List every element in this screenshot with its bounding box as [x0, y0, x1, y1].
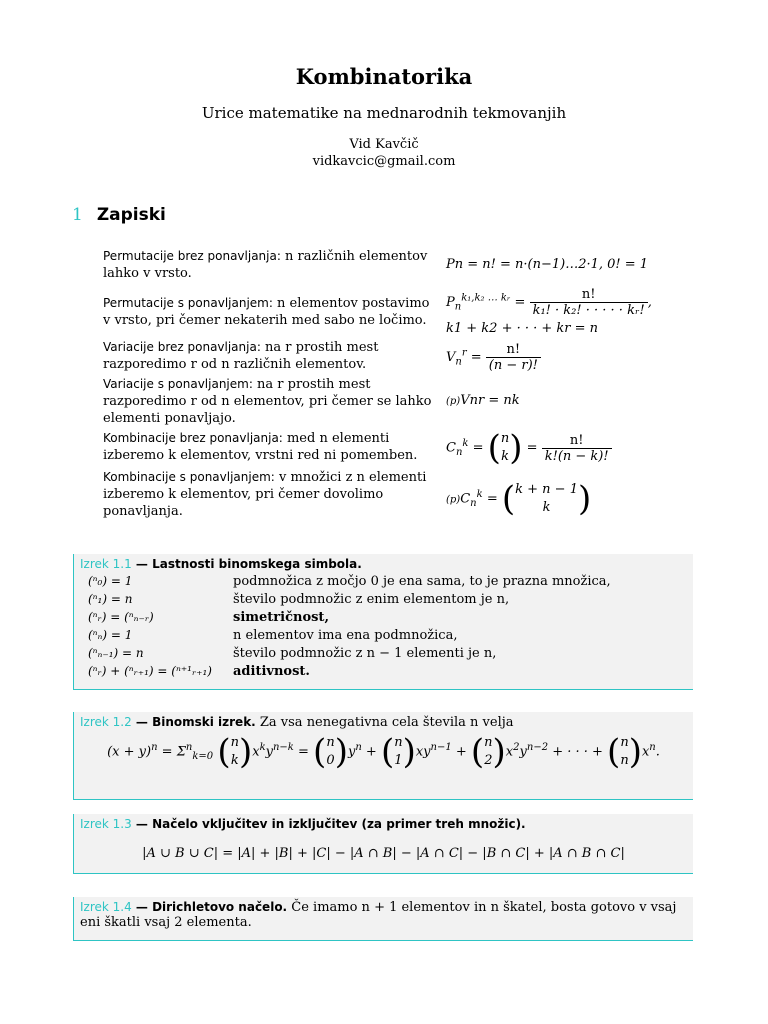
binomial-formula: $(x + y)^n = \Sigma^n_{k=0}$ ( n k )$x^ky^{n-k}$ = ( n 0 )$y^n$ + ( n 1 )$xy^{n-1}$ + ( n 2 )$x^2y^{n-2}$ + · · · + ( n n )$x^n$.: [107, 732, 660, 772]
section-heading: [72, 205, 166, 225]
property-description: n elementov ima ena podmnožica,: [233, 627, 458, 643]
variation-fraction: $\frac{n!}{(n - r)!}$: [486, 342, 541, 373]
property-row: (ⁿₙ₋₁) = n število podmnožic z n − 1 elementi je n,: [88, 645, 497, 661]
section-number: 1: [72, 205, 83, 225]
definition-head: Variacije s ponavljanjem:: [103, 377, 253, 391]
property-description: število podmnožic z enim elementom je n,: [233, 591, 510, 607]
paper-title: Kombinatorika: [295, 64, 473, 89]
definition-head: Permutacije s ponavljanjem:: [103, 296, 273, 310]
property-row: (ⁿᵣ) + (ⁿᵣ₊₁) = (ⁿ⁺¹ᵣ₊₁) aditivnost.: [88, 663, 310, 679]
definition-item: [103, 248, 433, 282]
property-row: (ⁿ₀) = 1 podmnožica z močjo 0 je ena sama, to je prazna množica,: [88, 573, 611, 589]
definition-item: [103, 339, 433, 373]
sum-condition-text: k1 + k2 + · · · + kr = n: [446, 321, 599, 336]
definition-body: na r prostih mest razporedimo r od n elementov, pri čemer se lahko elementi ponavljajo.: [103, 377, 432, 426]
property-row: (ⁿₙ) = 1 n elementov ima ena podmnožica,: [88, 627, 458, 643]
multinomial-fraction: $\frac{n!}{\text{k₁! · k₂! · · · · · kᵣ!}}$: [530, 287, 648, 318]
paper-subtitle: Urice matematike na mednarodnih tekmovanjih: [201, 104, 567, 122]
permutation-sum-condition: [446, 321, 598, 336]
theorem-label: Izrek 1.4: [80, 900, 132, 914]
definition-item: [103, 376, 433, 427]
combination-formula: $C_n^k$ = ( n k ) = $\frac{n!}{k!(n - k)!}$: [446, 430, 612, 466]
author-email: vidkavcic@gmail.com: [312, 154, 456, 169]
property-row: (ⁿ₁) = n število podmnožic z enim elementom je n,: [88, 591, 510, 607]
definition-item: [103, 430, 433, 464]
theorem-title: — Dirichletovo načelo.: [135, 900, 288, 914]
combination-fraction: $\frac{n!}{k!(n - k)!}$: [542, 433, 612, 464]
theorem-label: Izrek 1.1: [80, 557, 132, 571]
definition-body: na r prostih mest razporedimo r od n različnih elementov.: [103, 340, 379, 372]
theorem-title: — Binomski izrek.: [135, 715, 256, 729]
theorem-text: Za vsa nenegativna cela števila n velja: [259, 715, 514, 730]
definition-head: Permutacije brez ponavljanja:: [103, 249, 281, 263]
theorem-label: Izrek 1.2: [80, 715, 132, 729]
combination-repetition-formula: $(p)C_n^k$ = ( k + n − 1 k ): [446, 479, 592, 519]
property-row: (ⁿᵣ) = (ⁿₙ₋ᵣ) simetričnost,: [88, 609, 329, 625]
property-description: podmnožica z močjo 0 je ena sama, to je prazna množica,: [233, 573, 611, 589]
property-description: aditivnost.: [233, 663, 310, 679]
theorem-text: Če imamo n + 1 elementov in n škatel, bosta gotovo v vsaj eni škatli vsaj 2 elementa.: [80, 900, 677, 930]
theorem-title: — Načelo vključitev in izključitev (za primer treh množic).: [135, 817, 526, 831]
definition-item: [103, 469, 433, 520]
definition-head: Kombinacije s ponavljanjem:: [103, 470, 275, 484]
theorem-box-binomial-theorem: [73, 712, 693, 800]
definition-body: v množici z n elementi izberemo k elementov, pri čemer dovolimo ponavljanja.: [103, 470, 427, 519]
inclusion-exclusion-formula: |A ∪ B ∪ C| = |A| + |B| + |C| − |A ∩ B| − |A ∩ C| − |B ∩ C| + |A ∩ B ∩ C|: [142, 846, 625, 861]
definition-body: n elementov postavimo v vrsto, pri čemer nekaterih med sabo ne ločimo.: [103, 296, 430, 328]
definition-head: Variacije brez ponavljanja:: [103, 340, 261, 354]
theorem-box-binomial-properties: [73, 554, 693, 690]
definition-item: [103, 295, 433, 329]
definition-body: n različnih elementov lahko v vrsto.: [103, 249, 428, 281]
theorem-title: — Lastnosti binomskega simbola.: [135, 557, 362, 571]
varrep-text: Vnr = nk: [460, 393, 520, 408]
property-description: simetričnost,: [233, 609, 329, 625]
property-description: število podmnožic z n − 1 elementi je n,: [233, 645, 497, 661]
permutation-formula: [446, 257, 648, 272]
theorem-box-pigeonhole: [73, 897, 693, 941]
theorem-label: Izrek 1.3: [80, 817, 132, 831]
permutation-repetition-formula: $P_n^{k_1,k_2 \dots kᵣ}$ = $\frac{n!}{\text{k₁! · k₂! · · · · · kᵣ!}}$ ,: [446, 287, 652, 318]
perm-formula-text: Pn = n! = n·(n−1)…2·1, 0! = 1: [446, 257, 649, 272]
definition-head: Kombinacije brez ponavljanja:: [103, 431, 283, 445]
theorem-box-inclusion-exclusion: [73, 814, 693, 874]
variation-formula: $V_n^r$ = $\frac{n!}{(n - r)!}$: [446, 342, 541, 373]
definition-body: med n elementi izberemo k elementov, vrstni red ni pomemben.: [103, 431, 418, 463]
variation-repetition-formula: (p)Vnr = nk: [446, 393, 520, 408]
author-name: Vid Kavčič: [349, 137, 419, 152]
section-title: Zapiski: [96, 205, 166, 225]
